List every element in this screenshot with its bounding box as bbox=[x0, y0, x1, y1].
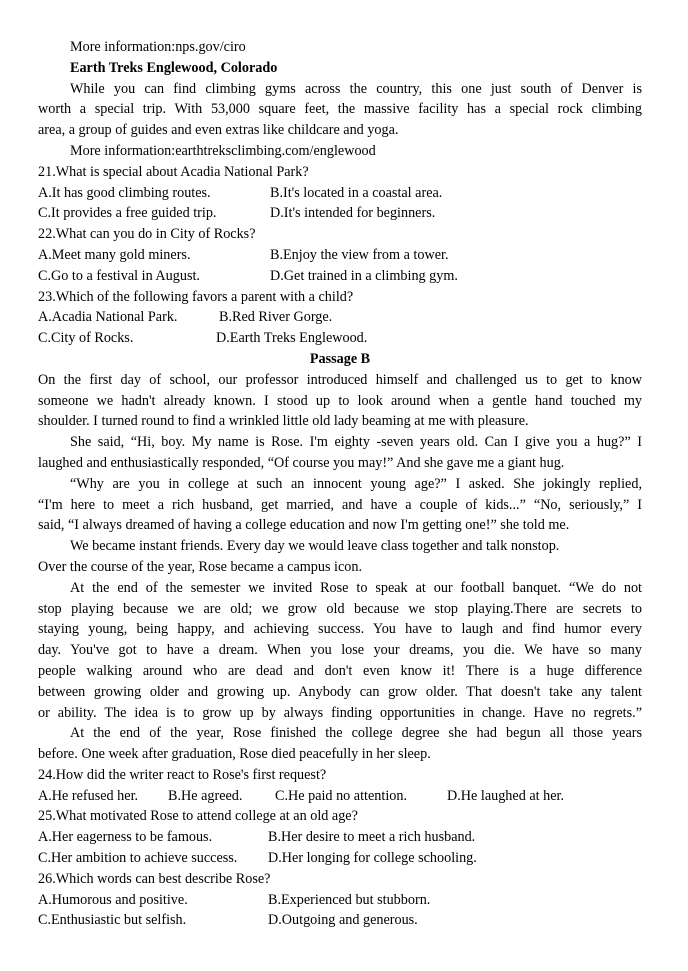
option-23-a: A.Acadia National Park. bbox=[38, 309, 178, 326]
option-23-d: D.Earth Treks Englewood. bbox=[216, 330, 368, 347]
paragraph-line: worth a special trip. With 53,000 square feet, the massive facility has a special rock climbing bbox=[38, 101, 642, 118]
option-21-b: B.It's located in a coastal area. bbox=[270, 184, 443, 201]
option-25-a: A.Her eagerness to be famous. bbox=[38, 829, 213, 846]
option-21-a: A.It has good climbing routes. bbox=[38, 184, 211, 201]
option-22-b: B.Enjoy the view from a tower. bbox=[270, 246, 449, 263]
option-24-d: D.He laughed at her. bbox=[447, 787, 565, 804]
options-row bbox=[38, 183, 642, 204]
question-stem-24: 24.How did the writer react to Rose's first request? bbox=[38, 766, 327, 783]
option-24-a: A.He refused her. bbox=[38, 787, 139, 804]
option-23-b: B.Red River Gorge. bbox=[219, 309, 333, 326]
passage-line: between growing older and growing up. Anybody can grow older. That doesn't take any talent bbox=[38, 683, 642, 700]
passage-line: said, “I always dreamed of having a college education and now I'm getting one!” she told me. bbox=[38, 517, 570, 534]
question-stem-22: 22.What can you do in City of Rocks? bbox=[38, 226, 256, 243]
passage-line: On the first day of school, our professor introduced himself and challenged us to get to know bbox=[38, 371, 642, 388]
passage-body bbox=[38, 370, 642, 765]
options-row bbox=[38, 307, 642, 328]
passage-line: “Why are you in college at such an innocent young age?” I asked. She jokingly replied, bbox=[70, 475, 642, 492]
question-stem-21: 21.What is special about Acadia National Park? bbox=[38, 163, 309, 180]
option-22-a: A.Meet many gold miners. bbox=[38, 246, 191, 263]
options-row bbox=[38, 827, 642, 848]
section-title-earth-treks: Earth Treks Englewood, Colorado bbox=[70, 59, 278, 76]
passage-line: At the end of the semester we invited Rose to speak at our football banquet. “We do not bbox=[70, 579, 642, 596]
passage-line: staying young, being happy, and achieving success. You have to laugh and find humor every bbox=[38, 621, 642, 638]
options-row bbox=[38, 266, 642, 287]
paragraph-line: area, a group of guides and even extras like childcare and yoga. bbox=[38, 122, 399, 139]
passage-line: We became instant friends. Every day we would leave class together and talk nonstop. bbox=[70, 538, 560, 555]
exam-document bbox=[38, 37, 642, 931]
options-row bbox=[38, 203, 642, 224]
options-row bbox=[38, 848, 642, 869]
options-row bbox=[38, 245, 642, 266]
passage-line: before. One week after graduation, Rose died peacefully in her sleep. bbox=[38, 746, 431, 763]
passage-line: day. You've got to have a dream. When you lose your dreams, you die. We have so many bbox=[38, 642, 642, 659]
option-26-a: A.Humorous and positive. bbox=[38, 891, 188, 908]
passage-line: or ability. The idea is to grow up by always finding opportunities in change. Have no regrets.” bbox=[38, 704, 642, 721]
option-25-b: B.Her desire to meet a rich husband. bbox=[268, 829, 476, 846]
more-info-line: More information:nps.gov/ciro bbox=[70, 39, 246, 55]
options-row bbox=[38, 328, 642, 349]
options-row bbox=[38, 890, 642, 911]
option-24-c: C.He paid no attention. bbox=[275, 787, 407, 804]
option-22-d: D.Get trained in a climbing gym. bbox=[270, 267, 458, 284]
paragraph-line: While you can find climbing gyms across the country, this one just south of Denver is bbox=[70, 80, 642, 97]
passage-line: Over the course of the year, Rose became a campus icon. bbox=[38, 558, 363, 575]
options-row bbox=[38, 910, 642, 931]
option-26-c: C.Enthusiastic but selfish. bbox=[38, 912, 187, 929]
passage-line: She said, “Hi, boy. My name is Rose. I'm eighty -seven years old. Can I give you a hug?” I bbox=[70, 434, 642, 451]
passage-line: stop playing because we are old; we grow old because we stop playing.There are secrets to bbox=[38, 600, 642, 617]
passage-heading: Passage B bbox=[309, 350, 371, 367]
option-22-c: C.Go to a festival in August. bbox=[38, 267, 200, 284]
option-25-d: D.Her longing for college schooling. bbox=[268, 850, 477, 867]
option-25-c: C.Her ambition to achieve success. bbox=[38, 850, 238, 867]
passage-line: someone we hadn't already known. I stood up to look around when a gentle hand touched my bbox=[38, 392, 642, 409]
passage-line: At the end of the year, Rose finished the college degree she had begun all those years bbox=[70, 725, 642, 742]
options-row bbox=[38, 786, 642, 807]
passage-line: people walking around who are dead and don't even know it! There is a huge difference bbox=[38, 662, 642, 679]
passage-line: laughed and enthusiastically responded, “Of course you may!” And she gave me a giant hug. bbox=[38, 454, 565, 471]
passage-line: shoulder. I turned round to find a wrinkled little old lady beaming at me with pleasure. bbox=[38, 413, 529, 430]
option-24-b: B.He agreed. bbox=[168, 787, 243, 804]
question-stem-25: 25.What motivated Rose to attend college at an old age? bbox=[38, 808, 358, 825]
passage-line: “I'm here to meet a rich husband, get married, and have a couple of kids...” “No, seriously,” I bbox=[38, 496, 642, 513]
option-21-c: C.It provides a free guided trip. bbox=[38, 205, 217, 222]
question-stem-23: 23.Which of the following favors a parent with a child? bbox=[38, 288, 354, 305]
option-26-b: B.Experienced but stubborn. bbox=[268, 891, 431, 908]
option-23-c: C.City of Rocks. bbox=[38, 330, 134, 347]
option-21-d: D.It's intended for beginners. bbox=[270, 205, 436, 222]
more-info-line: More information:earthtreksclimbing.com/englewood bbox=[70, 142, 376, 159]
option-26-d: D.Outgoing and generous. bbox=[268, 912, 418, 929]
question-stem-26: 26.Which words can best describe Rose? bbox=[38, 870, 271, 887]
